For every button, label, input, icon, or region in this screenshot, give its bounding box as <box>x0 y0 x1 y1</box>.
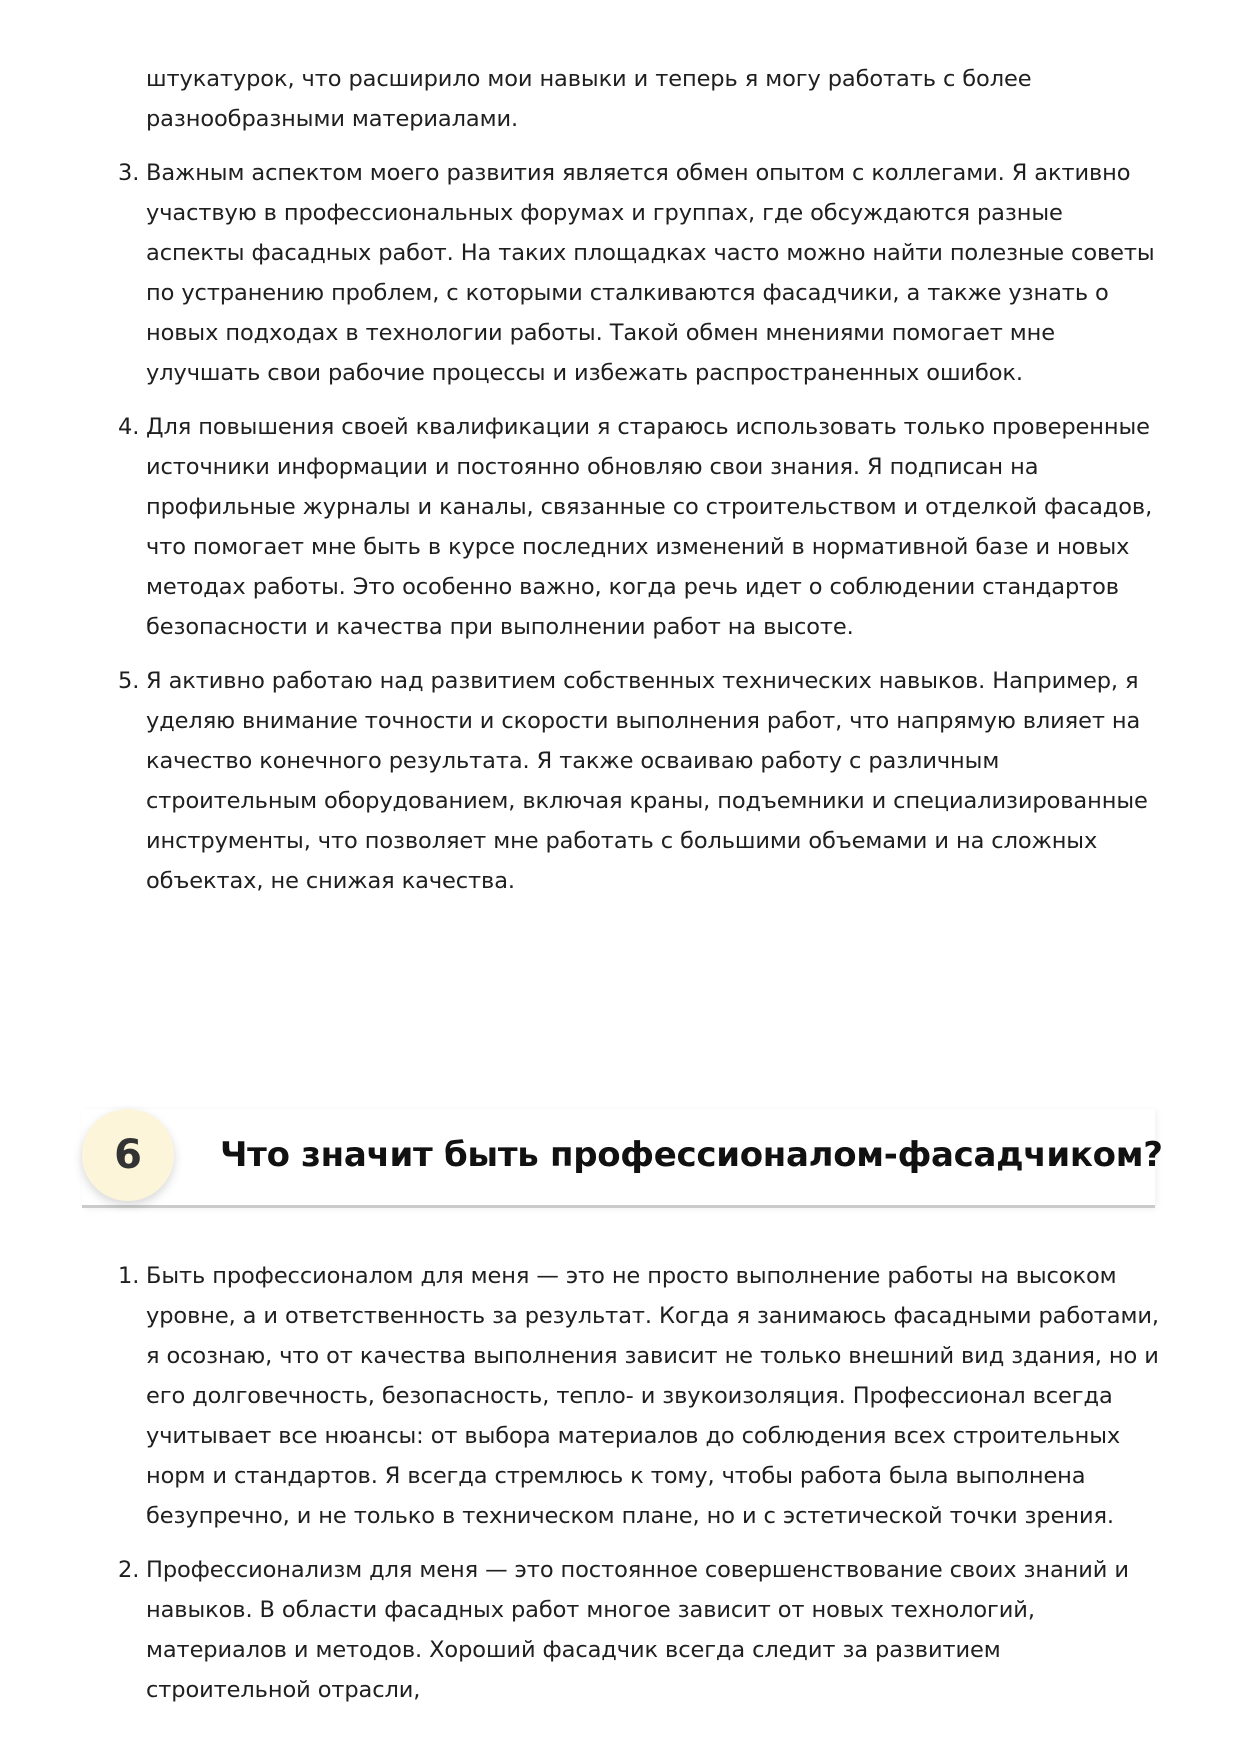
section-number-badge: 6 <box>82 1109 174 1201</box>
numbered-list-top <box>115 59 1165 915</box>
list-item-number: 5. <box>118 668 140 694</box>
list-item <box>115 153 1165 393</box>
list-item-text: Для повышения своей квалификации я стараюсь использовать только проверенные источники информации и постоянно обновляю свои знания. Я подписан на профильные журналы и каналы, связанные со строительством и отделкой фасадов, что помогает мне быть в курсе последних изменений в нормативной базе и новых методах работы. Это особенно важно, когда речь идет о соблюдении стандартов безопасности и качества при выполнении работ на высоте. <box>146 414 1153 640</box>
list-item <box>115 1256 1165 1536</box>
list-item-number: 3. <box>118 160 140 186</box>
list-item-continuation <box>115 59 1165 139</box>
section-header <box>82 1109 1163 1208</box>
list-item-text: штукатурок, что расширило мои навыки и теперь я могу работать с более разнообразными материалами. <box>146 66 1032 132</box>
section-title: Что значит быть профессионалом-фасадчиком? <box>220 1135 1163 1175</box>
list-item-text: Важным аспектом моего развития является обмен опытом с коллегами. Я активно участвую в профессиональных форумах и группах, где обсуждаются разные аспекты фасадных работ. На таких площадках часто можно найти полезные советы по устранению проблем, с которыми сталкиваются фасадчики, а также узнать о новых подходах в технологии работы. Такой обмен мнениями помогает мне улучшать свои рабочие процессы и избежать распространенных ошибок. <box>146 160 1155 386</box>
list-item-number: 2. <box>118 1557 140 1583</box>
list-item-text: Быть профессионалом для меня — это не просто выполнение работы на высоком уровне, а и ответственность за результат. Когда я занимаюсь фасадными работами, я осознаю, что от качества выполнения зависит не только внешний вид здания, но и его долговечность, безопасность, тепло- и звукоизоляция. Профессионал всегда учитывает все нюансы: от выбора материалов до соблюдения всех строительных норм и стандартов. Я всегда стремлюсь к тому, чтобы работа была выполнена безупречно, и не только в техническом плане, но и с эстетической точки зрения. <box>146 1263 1159 1529</box>
numbered-list-bottom <box>115 1256 1165 1724</box>
list-item-number: 1. <box>118 1263 140 1289</box>
list-item-text: Я активно работаю над развитием собственных технических навыков. Например, я уделяю внимание точности и скорости выполнения работ, что напрямую влияет на качество конечного результата. Я также осваиваю работу с различным строительным оборудованием, включая краны, подъемники и специализированные инструменты, что позволяет мне работать с большими объемами и на сложных объектах, не снижая качества. <box>146 668 1148 894</box>
list-item <box>115 407 1165 647</box>
list-item <box>115 1550 1165 1710</box>
list-item-number: 4. <box>118 414 140 440</box>
list-item-text: Профессионализм для меня — это постоянное совершенствование своих знаний и навыков. В области фасадных работ многое зависит от новых технологий, материалов и методов. Хороший фасадчик всегда следит за развитием строительной отрасли, <box>146 1557 1129 1703</box>
list-item <box>115 661 1165 901</box>
